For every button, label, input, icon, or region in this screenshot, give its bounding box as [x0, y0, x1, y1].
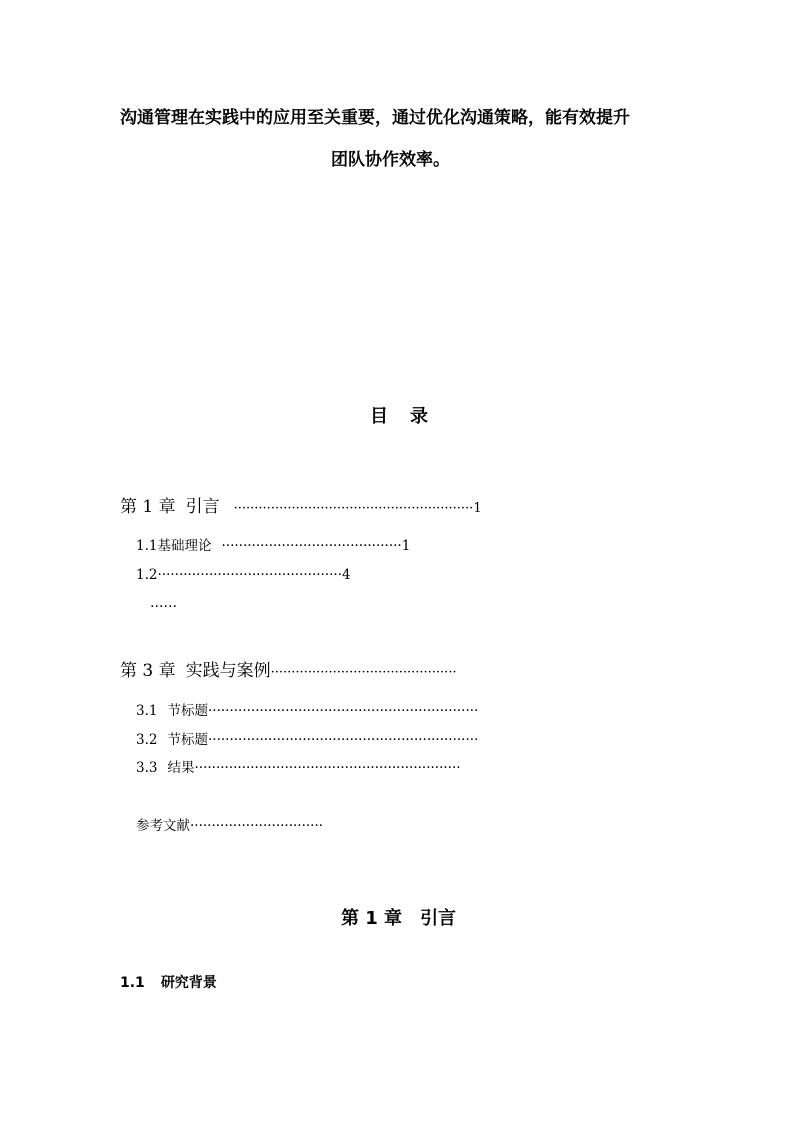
section-heading-number: 1.1: [120, 975, 145, 991]
toc-entry-chapter-1[interactable]: [120, 497, 640, 519]
abstract-line-2: 团队协作效率。: [331, 150, 450, 170]
toc-title: [370, 402, 428, 428]
toc-entry-section-1-2[interactable]: [136, 566, 416, 584]
toc-section-number: 1.2: [136, 567, 158, 583]
toc-entry-section-3-1[interactable]: [136, 702, 631, 720]
toc-section-title: 节标题: [167, 732, 208, 748]
toc-entry-chapter-3[interactable]: [120, 661, 600, 683]
toc-chapter-title: 实践与案例: [185, 661, 271, 681]
toc-leader-dots: ·······························: [190, 818, 324, 834]
toc-leader-dots: ···········································: [157, 567, 343, 583]
toc-entry-section-3-2[interactable]: [136, 731, 631, 749]
toc-leader-dots: ·······························································: [207, 703, 479, 719]
toc-section-number: 3.1: [136, 703, 158, 719]
chapter-heading: [341, 908, 456, 930]
toc-leader-dots: ·······························································: [207, 732, 479, 748]
toc-page-number: 4: [342, 567, 351, 583]
toc-title-char-2: 录: [410, 406, 428, 427]
abstract-line-1: 沟通管理在实践中的应用至关重要，通过优化沟通策略，能有效提升: [120, 108, 630, 128]
toc-chapter-number: 第 3 章: [120, 661, 176, 681]
toc-leader-dots: ··························································: [233, 501, 474, 516]
toc-section-title: 基础理论: [157, 538, 212, 554]
toc-ellipsis: ……: [150, 595, 177, 611]
toc-page-number: 1: [473, 501, 482, 516]
toc-entry-section-3-3[interactable]: [136, 759, 614, 777]
toc-chapter-title: 引言: [185, 497, 220, 517]
toc-entry-section-1-1[interactable]: [136, 537, 496, 555]
toc-section-number: 3.3: [136, 760, 158, 776]
chapter-heading-number: 第 1 章: [341, 908, 403, 929]
toc-title-char-1: 目: [370, 406, 388, 427]
section-heading: [120, 974, 217, 992]
toc-section-number: 1.1: [136, 538, 158, 554]
toc-section-number: 3.2: [136, 732, 158, 748]
toc-entry-references[interactable]: [136, 817, 411, 835]
section-heading-title: 研究背景: [160, 975, 217, 991]
toc-page-number: 1: [401, 538, 411, 554]
toc-section-title: 节标题: [167, 703, 208, 719]
toc-leader-dots: ··········································: [221, 538, 402, 554]
toc-section-title: 结果: [167, 760, 195, 776]
toc-section-title: 参考文献: [136, 818, 190, 834]
toc-leader-dots: ·············································: [270, 665, 457, 680]
toc-leader-dots: ······························································: [194, 760, 461, 776]
chapter-heading-title: 引言: [420, 908, 457, 929]
toc-chapter-number: 第 1 章: [120, 497, 176, 517]
